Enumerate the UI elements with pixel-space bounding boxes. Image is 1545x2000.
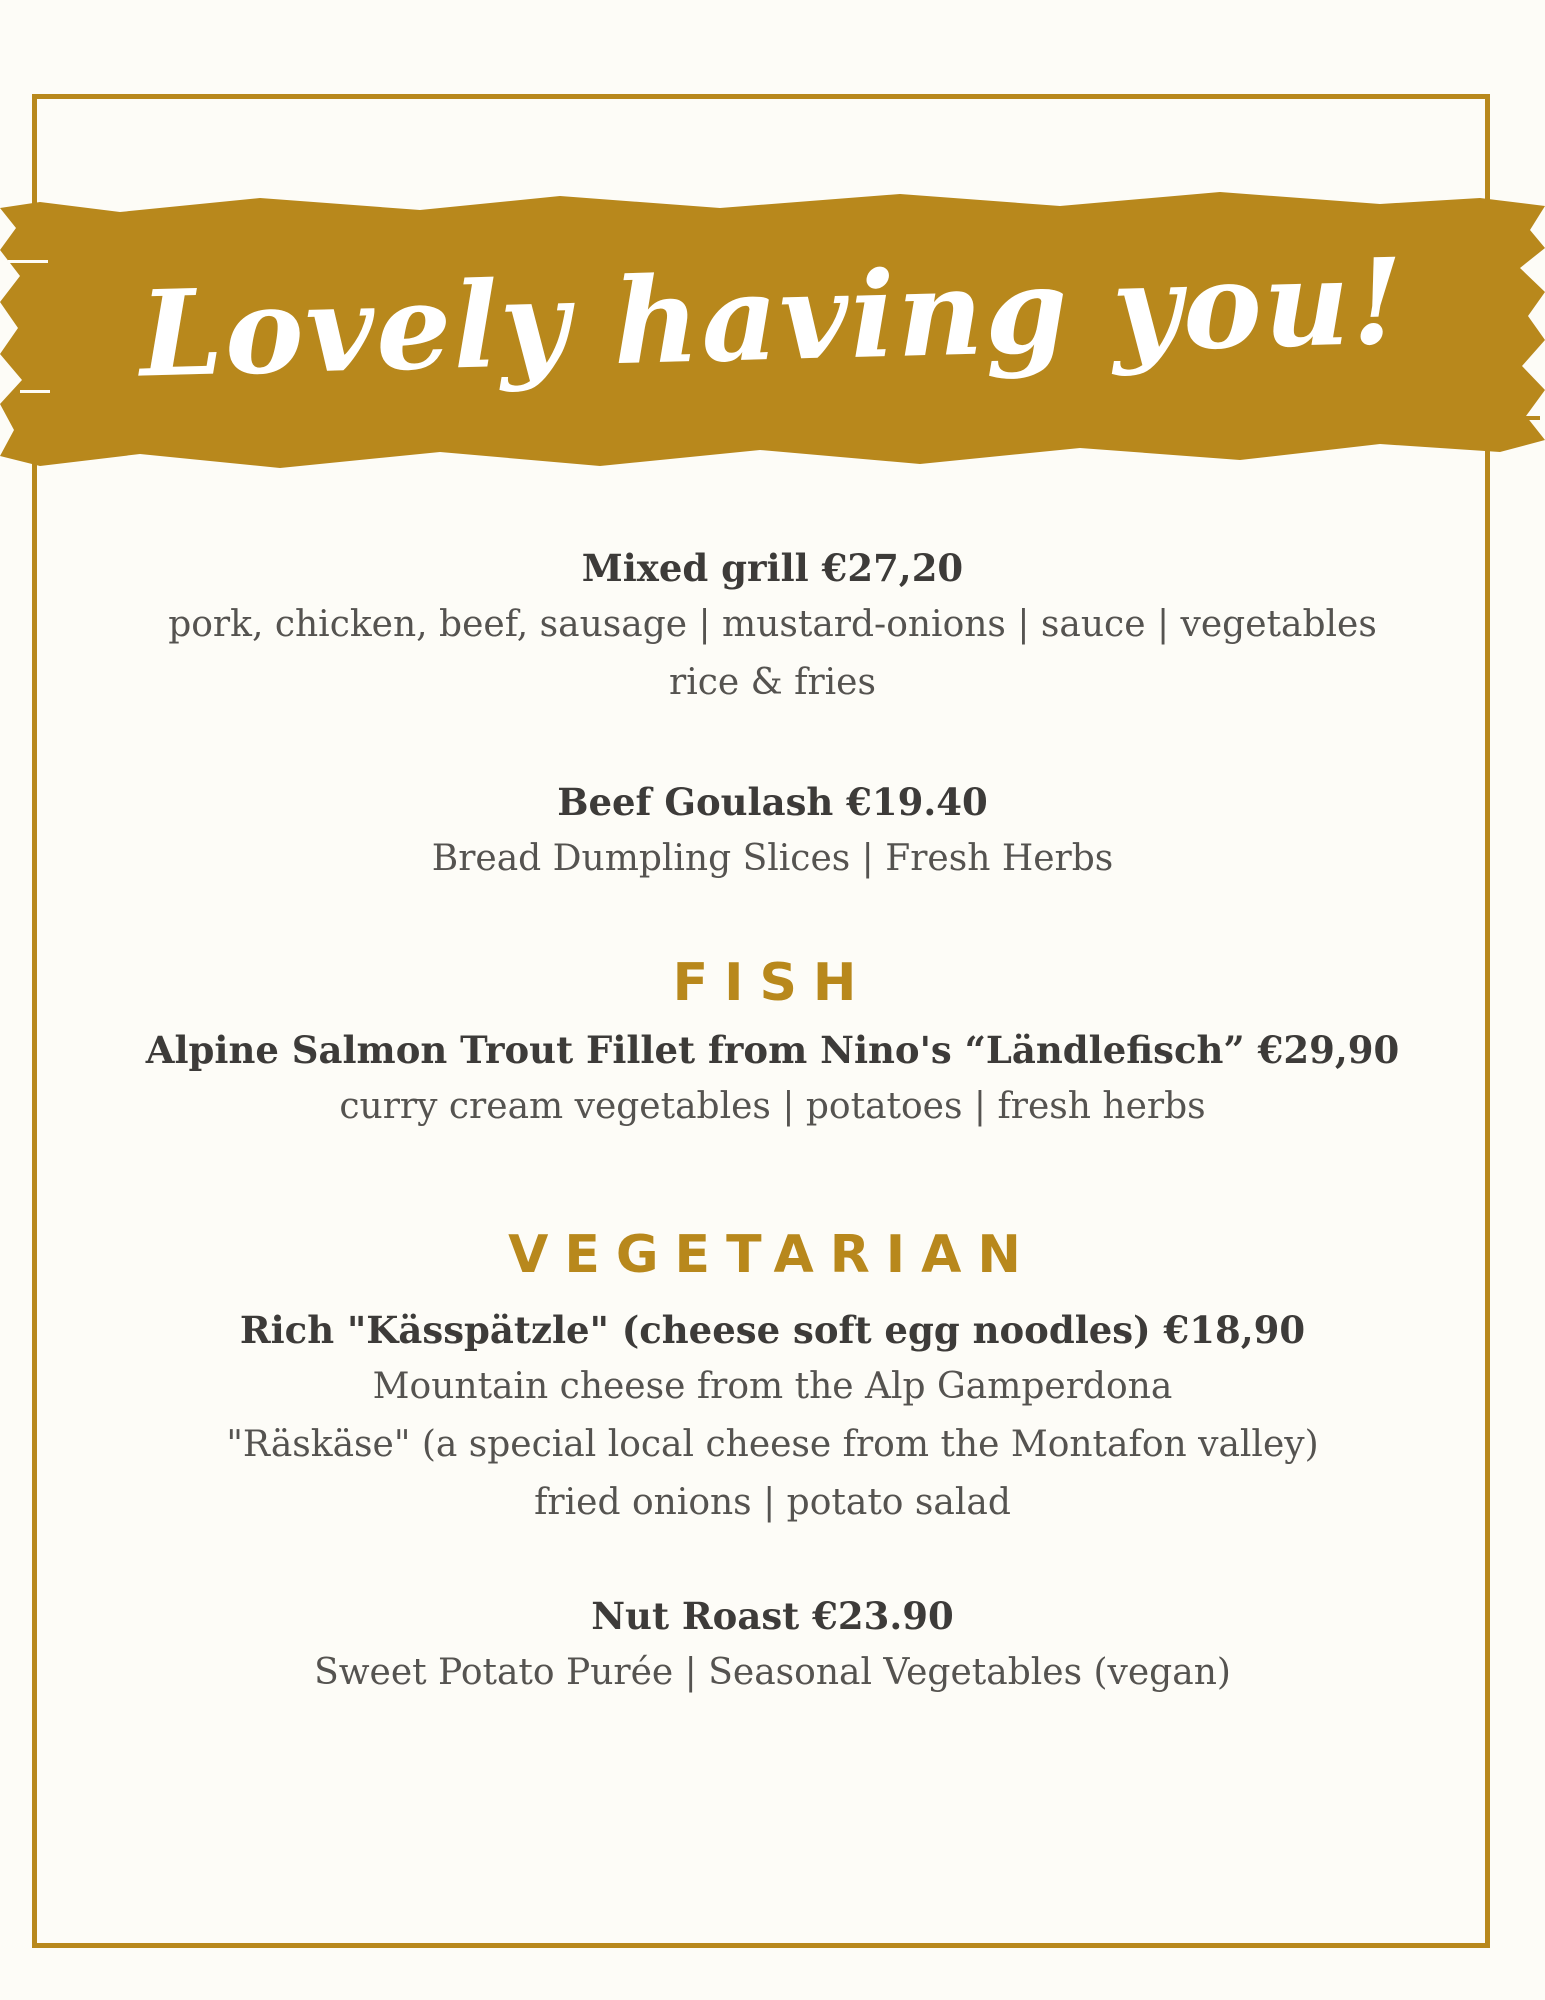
item-description: curry cream vegetables | potatoes | fresh herbs [339,1086,1206,1127]
item-description: Bread Dumpling Slices | Fresh Herbs [431,838,1114,879]
item-description: pork, chicken, beef, sausage | mustard-onions | sauce | vegetables [168,604,1377,645]
menu-item-beef-goulash [40,774,1505,888]
section-heading-fish: FISH [672,953,873,1013]
menu-item-mixed-grill [40,540,1505,712]
item-description: fried onions | potato salad [534,1482,1011,1523]
item-title: Beef Goulash €19.40 [557,780,988,824]
item-description: "Räskäse" (a special local cheese from the Montafon valley) [226,1424,1319,1465]
menu-item-salmon-trout [40,1022,1505,1136]
item-title: Alpine Salmon Trout Fillet from Nino's “Ländlefisch” €29,90 [145,1028,1400,1072]
item-description: Mountain cheese from the Alp Gamperdona [372,1366,1173,1407]
item-description: Sweet Potato Purée | Seasonal Vegetables (vegan) [314,1652,1231,1693]
section-heading-vegetarian: VEGETARIAN [508,1225,1037,1285]
item-title: Rich "Kässpätzle" (cheese soft egg noodles) €18,90 [239,1308,1306,1352]
menu-item-nut-roast [40,1588,1505,1702]
item-title: Nut Roast €23.90 [591,1594,954,1638]
banner-title: Lovely having you! [138,231,1407,404]
menu-content [40,540,1505,1702]
header-banner [0,190,1545,480]
menu-item-kaesspaetzle [40,1302,1505,1532]
item-description: rice & fries [669,662,876,703]
item-title: Mixed grill €27,20 [581,546,964,590]
